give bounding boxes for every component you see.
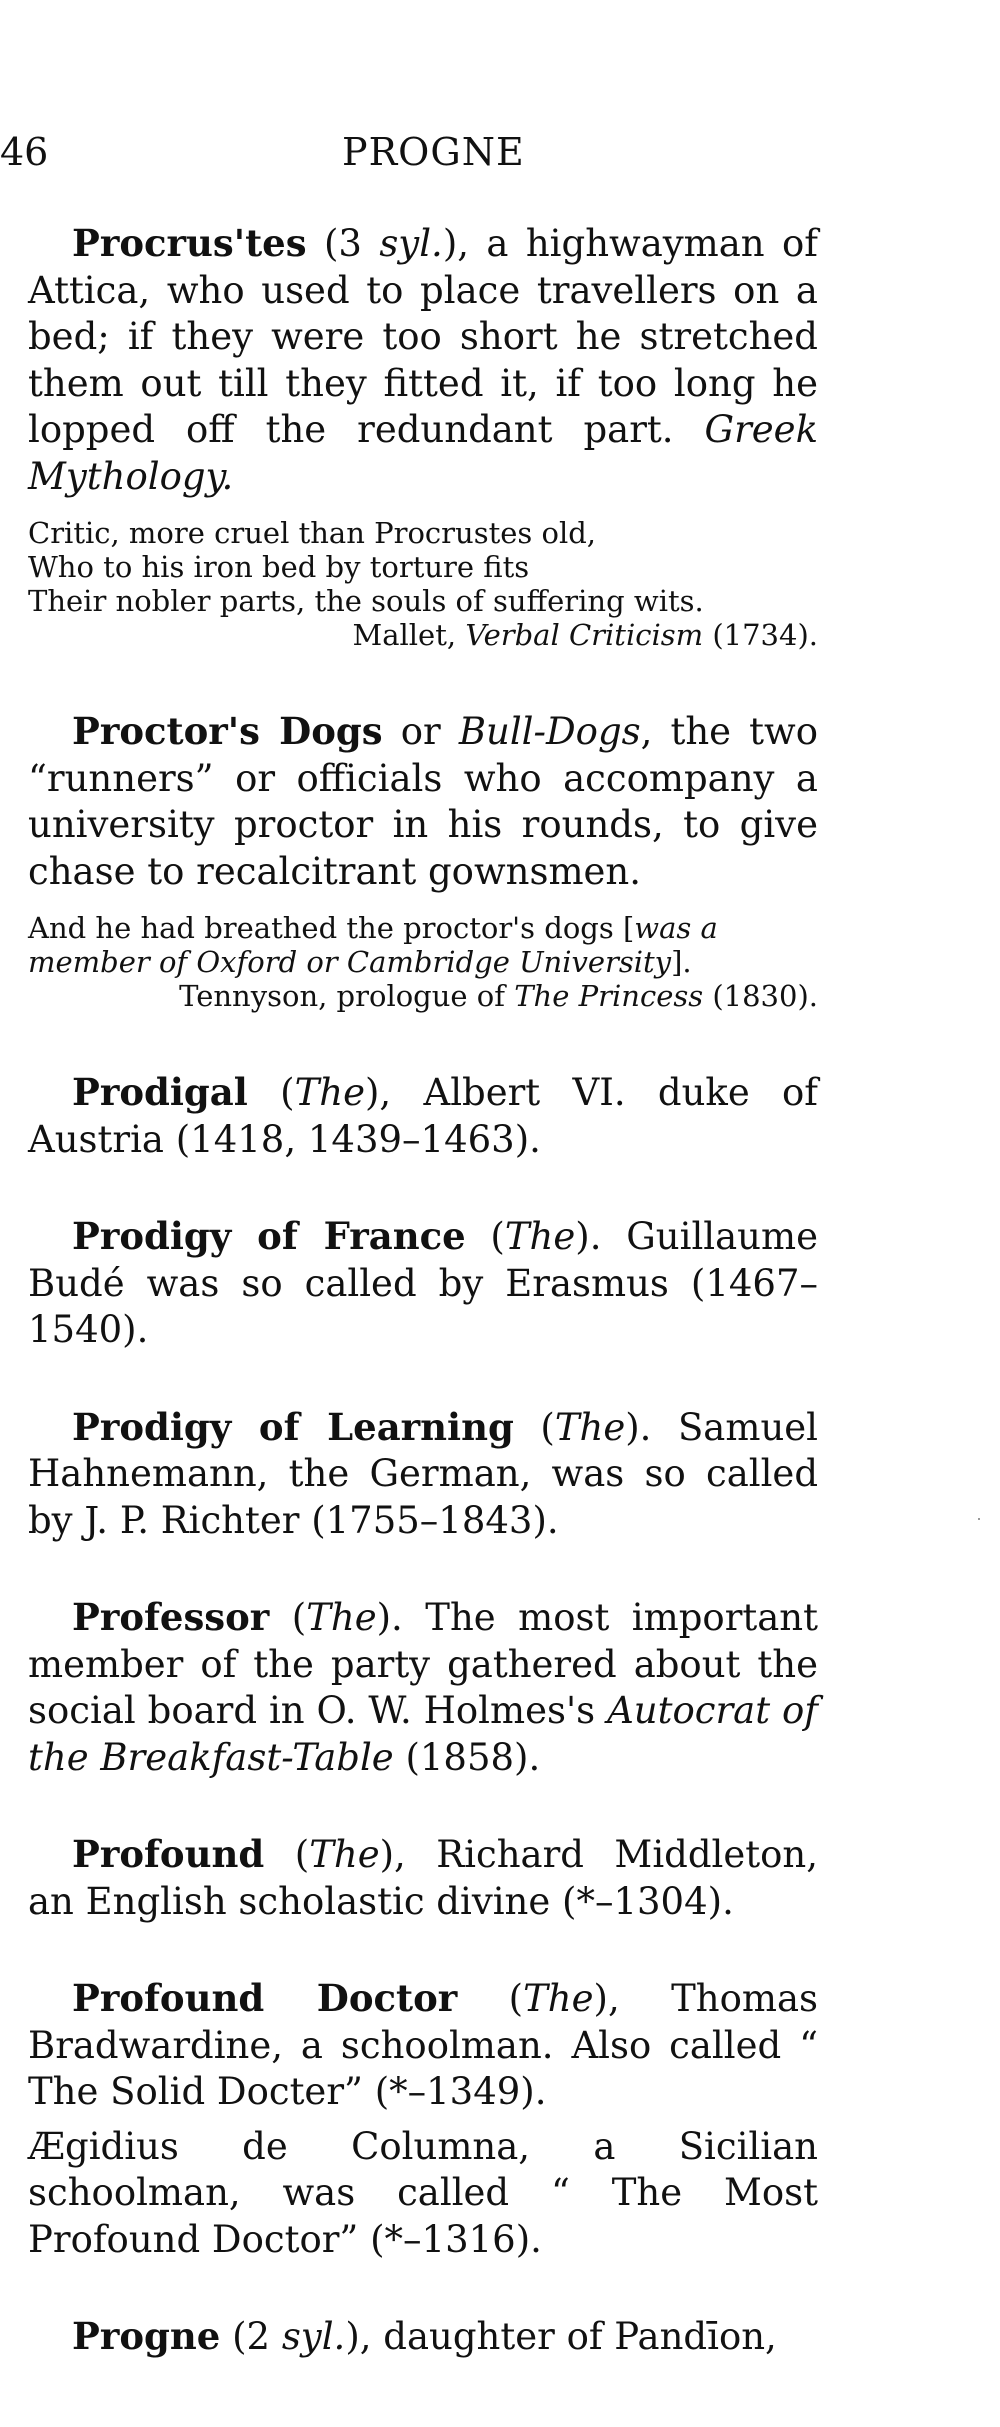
entry-headword: Prodigy of Learning bbox=[72, 1404, 514, 1449]
entry-text: Prodigy of Learning (The). Samuel Hahnemann, the German, was so called by J. P. Richter (1755–1843). bbox=[28, 1404, 819, 1542]
entry-spacer bbox=[28, 2263, 818, 2313]
entry-spacer bbox=[28, 1163, 818, 1213]
entry-headword: Procrus'tes bbox=[72, 221, 307, 265]
verse-quotation bbox=[28, 911, 818, 1013]
running-title: PROGNE bbox=[342, 130, 525, 174]
entry-headword: Prodigy of France bbox=[72, 1214, 466, 1258]
quote-line: Who to his iron bed by torture fits bbox=[28, 550, 530, 584]
entry-profound bbox=[28, 1831, 818, 1925]
entry-spacer bbox=[28, 1781, 818, 1831]
page-header bbox=[0, 130, 1000, 190]
quote-line: And he had breathed the proctor's dogs [was a member of Oxford or Cambridge University]. bbox=[28, 911, 718, 979]
page-number: 46 bbox=[0, 130, 49, 174]
entry-headword: Professor bbox=[72, 1595, 270, 1639]
verse-quotation bbox=[28, 516, 818, 652]
entry-professor bbox=[28, 1594, 818, 1781]
text-column bbox=[28, 220, 818, 2361]
entry-spacer bbox=[28, 1544, 818, 1594]
entry-text: Procrus'tes (3 syl.), a highwayman of Attica, who used to place travellers on a bed; if they were too short he stretched them out till they fitted it, if too long he lopped off the redundant part. Greek Mythology. bbox=[28, 221, 818, 498]
quote-attribution: Mallet, Verbal Criticism (1734). bbox=[352, 618, 818, 652]
entry-text: Progne (2 syl.), daughter of Pandīon, bbox=[72, 2314, 777, 2358]
entry-continuation: Ægidius de Columna, a Sicilian schoolman, was called “ The Most Profound Doctor” (*–1316). bbox=[28, 2124, 818, 2261]
entry-procrustes bbox=[28, 220, 818, 652]
entry-spacer bbox=[28, 1013, 818, 1069]
quote-line: Their nobler parts, the souls of suffering wits. bbox=[28, 584, 704, 618]
entry-headword: Proctor's Dogs bbox=[72, 709, 383, 753]
margin-speck bbox=[978, 1518, 980, 1520]
quote-line: Critic, more cruel than Procrustes old, bbox=[28, 516, 597, 550]
entry-text: Profound (The), Richard Middleton, an English scholastic divine (*–1304). bbox=[28, 1832, 818, 1923]
entry-text: Prodigal (The), Albert VI. duke of Austria (1418, 1439–1463). bbox=[28, 1070, 818, 1161]
entry-proctors-dogs bbox=[28, 708, 818, 1013]
entry-spacer bbox=[28, 1354, 818, 1404]
entry-prodigy-of-learning bbox=[28, 1404, 818, 1545]
quote-attribution: Tennyson, prologue of The Princess (1830). bbox=[179, 979, 818, 1013]
entry-headword: Profound bbox=[72, 1832, 265, 1876]
entry-spacer bbox=[28, 1925, 818, 1975]
entry-prodigy-of-france bbox=[28, 1213, 818, 1354]
entry-prodigal bbox=[28, 1069, 818, 1163]
entry-text: Prodigy of France (The). Guillaume Budé was so called by Erasmus (1467–1540). bbox=[28, 1214, 818, 1351]
entry-headword: Progne bbox=[72, 2314, 221, 2358]
entry-text: Profound Doctor (The), Thomas Bradwardine, a schoolman. Also called “ The Solid Docter” (*–1349). bbox=[28, 1976, 819, 2113]
entry-text: Professor (The). The most important member of the party gathered about the social board in O. W. Holmes's Autocrat of the Breakfast-Table (1858). bbox=[28, 1595, 819, 1779]
entry-spacer bbox=[28, 652, 818, 708]
entry-headword: Profound Doctor bbox=[72, 1976, 458, 2020]
entry-headword: Prodigal bbox=[72, 1070, 248, 1114]
entry-text: Proctor's Dogs or Bull-Dogs, the two “runners” or officials who accompany a university proctor in his rounds, to give chase to recalcitrant gownsmen. bbox=[28, 709, 818, 893]
entry-progne bbox=[28, 2313, 818, 2361]
entry-profound-doctor bbox=[28, 1975, 818, 2263]
